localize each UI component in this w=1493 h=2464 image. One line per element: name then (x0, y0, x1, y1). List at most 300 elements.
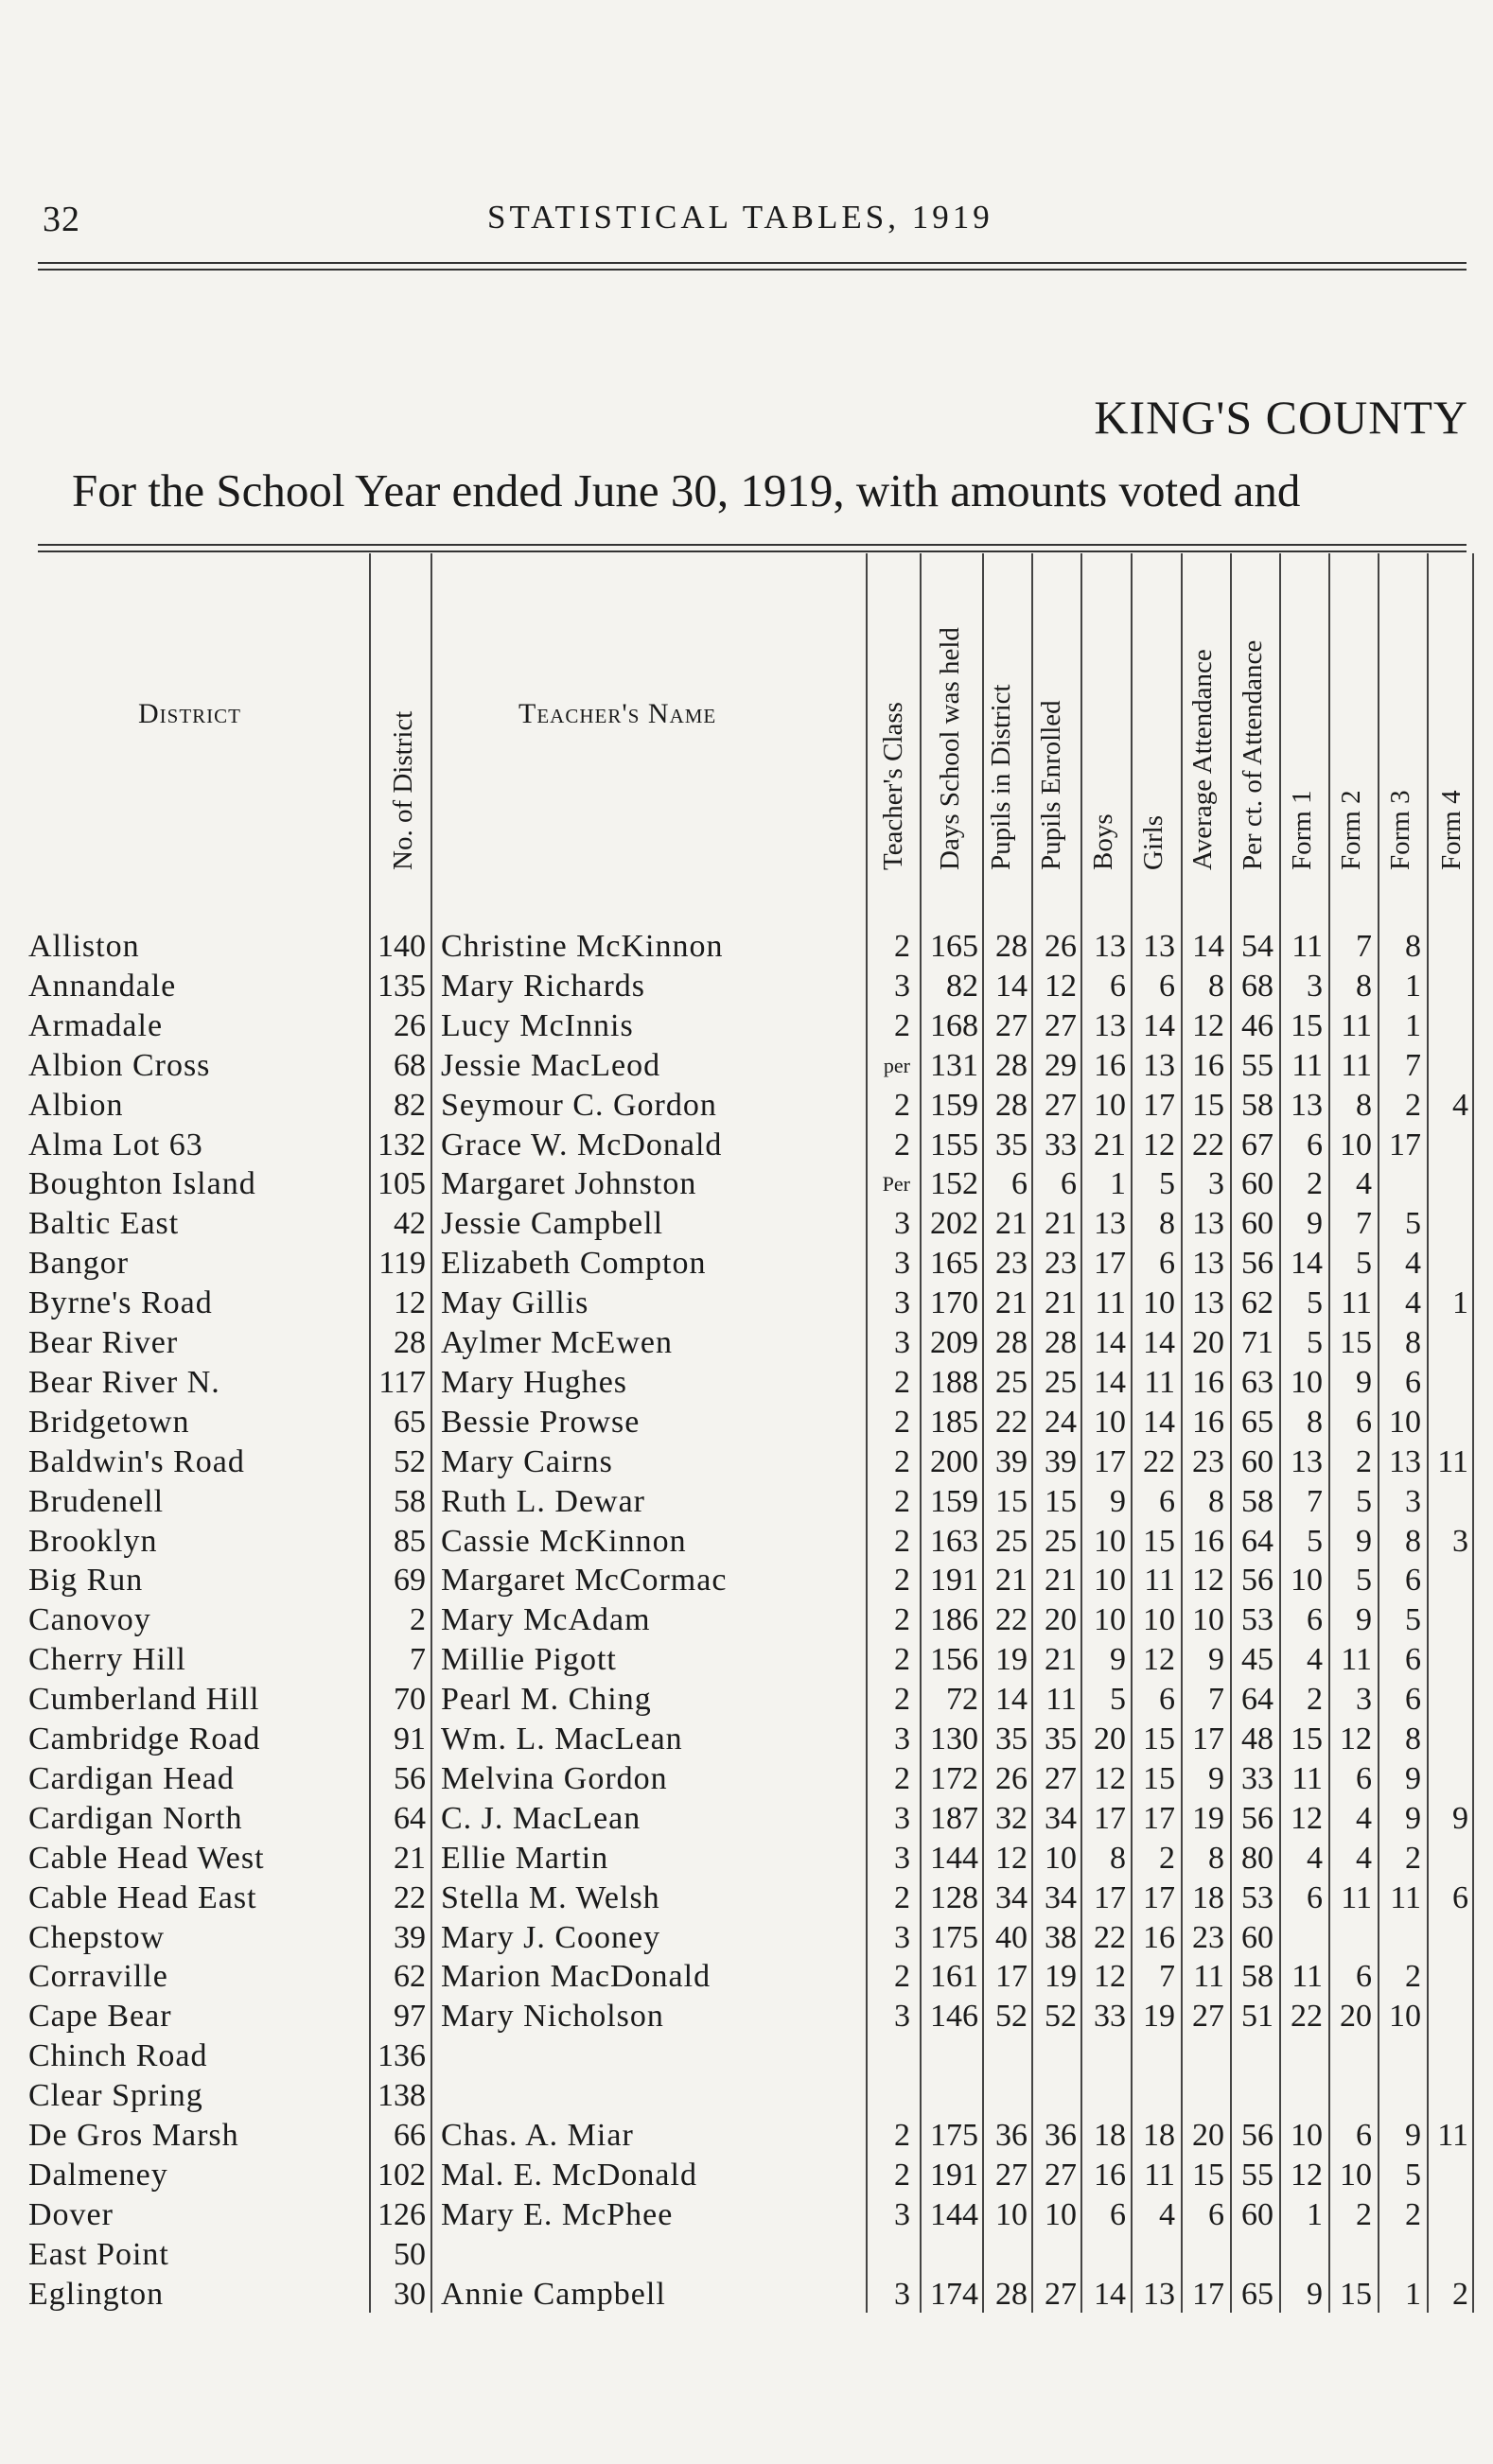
cell-teachers-class: 3 (894, 1840, 910, 1876)
cell-boys: 12 (1094, 1760, 1126, 1796)
cell-days-school-held: 131 (930, 1047, 978, 1083)
cell-pupils-in-district: 36 (995, 2118, 1028, 2153)
district-number: 68 (394, 1047, 426, 1083)
cell-average-attendance: 27 (1192, 1999, 1224, 2035)
teacher-name: Jessie MacLeod (441, 1047, 661, 1083)
cell-form-1: 22 (1291, 1999, 1323, 2035)
cell-average-attendance: 13 (1192, 1206, 1224, 1242)
cell-pupils-in-district: 19 (995, 1642, 1028, 1678)
cell-days-school-held: 175 (930, 2118, 978, 2153)
cell-teachers-class: 3 (894, 968, 910, 1004)
cell-form-1: 4 (1307, 1642, 1323, 1678)
table-subtitle: For the School Year ended June 30, 1919, with amounts voted and (72, 464, 1301, 516)
cell-average-attendance: 16 (1192, 1364, 1224, 1400)
cell-girls: 11 (1144, 2157, 1175, 2193)
table-row (0, 1323, 1493, 1363)
cell-form-1: 2 (1307, 1166, 1323, 1202)
cell-days-school-held: 172 (930, 1760, 978, 1796)
district-name: Cardigan Head (28, 1760, 235, 1796)
cell-pupils-enrolled: 25 (1045, 1364, 1077, 1400)
district-number: 119 (378, 1246, 426, 1282)
cell-boys: 17 (1094, 1879, 1126, 1915)
district-name: Corraville (28, 1959, 168, 1995)
cell-per-ct-attendance: 46 (1241, 1007, 1273, 1043)
district-number: 64 (394, 1800, 426, 1836)
district-name: Cape Bear (28, 1999, 172, 2035)
table-row (0, 2235, 1493, 2275)
cell-days-school-held: 191 (930, 2157, 978, 2193)
cell-days-school-held: 159 (930, 1483, 978, 1519)
cell-form-2: 6 (1356, 2118, 1372, 2153)
cell-girls: 16 (1143, 1919, 1175, 1955)
table-row (0, 2036, 1493, 2076)
cell-teachers-class: 2 (894, 1087, 910, 1123)
cell-average-attendance: 16 (1192, 1047, 1224, 1083)
district-number: 140 (378, 929, 426, 964)
cell-teachers-class: per (883, 1053, 910, 1077)
cell-form-3: 6 (1405, 1642, 1421, 1678)
cell-per-ct-attendance: 68 (1241, 968, 1273, 1004)
cell-form-4: 1 (1452, 1285, 1468, 1321)
cell-days-school-held: 185 (930, 1404, 978, 1440)
cell-pupils-in-district: 14 (995, 968, 1028, 1004)
cell-boys: 10 (1094, 1602, 1126, 1638)
cell-form-1: 10 (1291, 1364, 1323, 1400)
table-row (0, 1799, 1493, 1839)
cell-per-ct-attendance: 51 (1241, 1999, 1273, 2035)
cell-form-3: 2 (1405, 1840, 1421, 1876)
district-number: 42 (394, 1206, 426, 1242)
district-number: 62 (394, 1959, 426, 1995)
cell-girls: 17 (1143, 1879, 1175, 1915)
district-name: Clear Spring (28, 2078, 203, 2114)
cell-days-school-held: 209 (930, 1325, 978, 1360)
cell-form-4: 4 (1452, 1087, 1468, 1123)
cell-girls: 17 (1143, 1087, 1175, 1123)
cell-per-ct-attendance: 58 (1241, 1087, 1273, 1123)
cell-pupils-in-district: 28 (995, 1047, 1028, 1083)
cell-days-school-held: 165 (930, 1246, 978, 1282)
cell-average-attendance: 11 (1193, 1959, 1224, 1995)
cell-girls: 10 (1143, 1285, 1175, 1321)
cell-form-3: 10 (1389, 1999, 1421, 2035)
cell-girls: 14 (1143, 1404, 1175, 1440)
cell-girls: 8 (1159, 1206, 1175, 1242)
cell-form-3: 6 (1405, 1563, 1421, 1599)
cell-pupils-in-district: 28 (995, 1325, 1028, 1360)
cell-days-school-held: 175 (930, 1919, 978, 1955)
cell-teachers-class: 2 (894, 1682, 910, 1718)
cell-form-3: 11 (1390, 1879, 1421, 1915)
cell-days-school-held: 170 (930, 1285, 978, 1321)
cell-form-2: 5 (1356, 1563, 1372, 1599)
district-name: Albion (28, 1087, 124, 1123)
cell-teachers-class: 3 (894, 1325, 910, 1360)
table-row (0, 1879, 1493, 1918)
column-header-pupils-in-district: Pupils in District (986, 684, 1016, 870)
cell-per-ct-attendance: 55 (1241, 2157, 1273, 2193)
cell-per-ct-attendance: 71 (1241, 1325, 1273, 1360)
cell-boys: 14 (1094, 1364, 1126, 1400)
cell-teachers-class: 2 (894, 2157, 910, 2193)
teacher-name: Christine McKinnon (441, 929, 724, 964)
cell-girls: 13 (1143, 929, 1175, 964)
cell-form-3: 5 (1405, 1206, 1421, 1242)
cell-per-ct-attendance: 60 (1241, 1166, 1273, 1202)
cell-girls: 18 (1143, 2118, 1175, 2153)
cell-boys: 17 (1094, 1246, 1126, 1282)
cell-pupils-in-district: 22 (995, 1602, 1028, 1638)
cell-form-3: 2 (1405, 2196, 1421, 2232)
cell-days-school-held: 165 (930, 929, 978, 964)
cell-days-school-held: 187 (930, 1800, 978, 1836)
cell-average-attendance: 13 (1192, 1285, 1224, 1321)
district-name: Chepstow (28, 1919, 165, 1955)
table-row (0, 967, 1493, 1006)
cell-days-school-held: 144 (930, 2196, 978, 2232)
district-name: Bangor (28, 1246, 130, 1282)
cell-form-1: 6 (1307, 1127, 1323, 1162)
cell-boys: 13 (1094, 929, 1126, 964)
table-row (0, 2275, 1493, 2315)
cell-teachers-class: 2 (894, 1007, 910, 1043)
teacher-name: Mary McAdam (441, 1602, 651, 1638)
district-number: 91 (394, 1721, 426, 1756)
cell-boys: 8 (1110, 1840, 1126, 1876)
district-number: 85 (394, 1523, 426, 1559)
table-row (0, 1720, 1493, 1759)
cell-average-attendance: 17 (1192, 1721, 1224, 1756)
cell-form-1: 6 (1307, 1602, 1323, 1638)
cell-per-ct-attendance: 80 (1241, 1840, 1273, 1876)
cell-boys: 5 (1110, 1682, 1126, 1718)
district-number: 7 (410, 1642, 426, 1678)
cell-form-1: 9 (1307, 1206, 1323, 1242)
district-number: 52 (394, 1443, 426, 1479)
cell-average-attendance: 15 (1192, 2157, 1224, 2193)
district-number: 126 (378, 2196, 426, 2232)
cell-pupils-in-district: 39 (995, 1443, 1028, 1479)
cell-form-4: 11 (1437, 2118, 1468, 2153)
cell-form-3: 10 (1389, 1404, 1421, 1440)
cell-boys: 1 (1110, 1166, 1126, 1202)
cell-average-attendance: 3 (1208, 1166, 1224, 1202)
table-row (0, 1600, 1493, 1640)
table-row (0, 2156, 1493, 2195)
cell-form-3: 9 (1405, 1760, 1421, 1796)
cell-form-3: 1 (1405, 1007, 1421, 1043)
cell-form-3: 7 (1405, 1047, 1421, 1083)
column-header-form-2: Form 2 (1336, 790, 1366, 870)
district-name: Cambridge Road (28, 1721, 261, 1756)
cell-form-2: 7 (1356, 929, 1372, 964)
cell-form-1: 5 (1307, 1325, 1323, 1360)
cell-pupils-enrolled: 23 (1045, 1246, 1077, 1282)
cell-average-attendance: 13 (1192, 1246, 1224, 1282)
column-header-district: District (138, 698, 241, 729)
table-row (0, 1759, 1493, 1799)
cell-pupils-in-district: 28 (995, 929, 1028, 964)
cell-girls: 13 (1143, 2276, 1175, 2312)
cell-girls: 13 (1143, 1047, 1175, 1083)
cell-average-attendance: 18 (1192, 1879, 1224, 1915)
cell-average-attendance: 12 (1192, 1007, 1224, 1043)
column-header-average-attendance: Average Attendance (1187, 649, 1218, 870)
cell-form-1: 7 (1307, 1483, 1323, 1519)
cell-days-school-held: 188 (930, 1364, 978, 1400)
table-row (0, 2076, 1493, 2116)
cell-girls: 6 (1159, 1246, 1175, 1282)
cell-pupils-in-district: 23 (995, 1246, 1028, 1282)
teacher-name: Melvina Gordon (441, 1760, 668, 1796)
table-row (0, 1164, 1493, 1204)
cell-per-ct-attendance: 60 (1241, 1443, 1273, 1479)
cell-boys: 13 (1094, 1206, 1126, 1242)
district-number: 28 (394, 1325, 426, 1360)
district-name: Cable Head East (28, 1879, 257, 1915)
cell-pupils-enrolled: 35 (1045, 1721, 1077, 1756)
district-number: 30 (394, 2276, 426, 2312)
cell-per-ct-attendance: 56 (1241, 2118, 1273, 2153)
cell-pupils-in-district: 25 (995, 1364, 1028, 1400)
table-row (0, 1204, 1493, 1244)
cell-form-2: 2 (1356, 1443, 1372, 1479)
cell-pupils-enrolled: 36 (1045, 2118, 1077, 2153)
cell-pupils-in-district: 35 (995, 1721, 1028, 1756)
cell-average-attendance: 9 (1208, 1642, 1224, 1678)
cell-pupils-enrolled: 27 (1045, 1087, 1077, 1123)
cell-pupils-enrolled: 52 (1045, 1999, 1077, 2035)
cell-boys: 18 (1094, 2118, 1126, 2153)
teacher-name: Stella M. Welsh (441, 1879, 660, 1915)
table-row (0, 1046, 1493, 1086)
cell-pupils-in-district: 26 (995, 1760, 1028, 1796)
cell-days-school-held: 200 (930, 1443, 978, 1479)
table-row (0, 1284, 1493, 1323)
cell-per-ct-attendance: 55 (1241, 1047, 1273, 1083)
cell-form-1: 11 (1291, 929, 1323, 964)
cell-form-3: 6 (1405, 1364, 1421, 1400)
table-row (0, 1403, 1493, 1442)
district-name: Canovoy (28, 1602, 151, 1638)
cell-girls: 5 (1159, 1166, 1175, 1202)
district-number: 39 (394, 1919, 426, 1955)
cell-form-1: 6 (1307, 1879, 1323, 1915)
cell-teachers-class: 3 (894, 1206, 910, 1242)
district-name: Dalmeney (28, 2157, 168, 2193)
district-name: Chinch Road (28, 2038, 208, 2074)
cell-days-school-held: 159 (930, 1087, 978, 1123)
table-row (0, 1957, 1493, 1997)
cell-form-4: 11 (1437, 1443, 1468, 1479)
district-number: 50 (394, 2236, 426, 2272)
teacher-name: Aylmer McEwen (441, 1325, 673, 1360)
cell-form-2: 11 (1341, 1047, 1372, 1083)
cell-form-2: 3 (1356, 1682, 1372, 1718)
cell-form-3: 5 (1405, 1602, 1421, 1638)
cell-pupils-in-district: 27 (995, 2157, 1028, 2193)
cell-form-2: 7 (1356, 1206, 1372, 1242)
header-rule-bottom (38, 269, 1467, 271)
cell-form-3: 2 (1405, 1087, 1421, 1123)
teacher-name: Mary Nicholson (441, 1999, 664, 2035)
cell-form-1: 12 (1291, 2157, 1323, 2193)
cell-pupils-enrolled: 19 (1045, 1959, 1077, 1995)
cell-form-1: 8 (1307, 1404, 1323, 1440)
cell-form-2: 11 (1341, 1642, 1372, 1678)
cell-form-3: 6 (1405, 1682, 1421, 1718)
cell-per-ct-attendance: 64 (1241, 1523, 1273, 1559)
table-rule-bottom (38, 550, 1467, 552)
district-number: 132 (378, 1127, 426, 1162)
cell-teachers-class: 2 (894, 1127, 910, 1162)
cell-form-2: 15 (1340, 1325, 1372, 1360)
cell-teachers-class: 2 (894, 1760, 910, 1796)
teacher-name: Mary Hughes (441, 1364, 628, 1400)
district-number: 12 (394, 1285, 426, 1321)
cell-pupils-in-district: 32 (995, 1800, 1028, 1836)
cell-per-ct-attendance: 54 (1241, 929, 1273, 964)
cell-form-3: 4 (1405, 1246, 1421, 1282)
cell-form-1: 5 (1307, 1285, 1323, 1321)
cell-teachers-class: 3 (894, 1721, 910, 1756)
teacher-name: Mary Cairns (441, 1443, 613, 1479)
cell-boys: 10 (1094, 1523, 1126, 1559)
cell-form-3: 8 (1405, 1325, 1421, 1360)
district-name: East Point (28, 2236, 169, 2272)
cell-form-2: 9 (1356, 1602, 1372, 1638)
cell-form-1: 12 (1291, 1800, 1323, 1836)
cell-boys: 16 (1094, 2157, 1126, 2193)
cell-pupils-in-district: 25 (995, 1523, 1028, 1559)
cell-girls: 10 (1143, 1602, 1175, 1638)
cell-pupils-enrolled: 39 (1045, 1443, 1077, 1479)
cell-teachers-class: 2 (894, 2118, 910, 2153)
district-name: Brooklyn (28, 1523, 158, 1559)
cell-form-1: 11 (1291, 1760, 1323, 1796)
cell-form-2: 4 (1356, 1840, 1372, 1876)
cell-per-ct-attendance: 65 (1241, 2276, 1273, 2312)
cell-girls: 15 (1143, 1721, 1175, 1756)
district-name: Bear River (28, 1325, 179, 1360)
cell-pupils-in-district: 12 (995, 1840, 1028, 1876)
teacher-name: Seymour C. Gordon (441, 1087, 717, 1123)
cell-pupils-enrolled: 20 (1045, 1602, 1077, 1638)
cell-days-school-held: 174 (930, 2276, 978, 2312)
cell-pupils-enrolled: 27 (1045, 1760, 1077, 1796)
cell-pupils-enrolled: 28 (1045, 1325, 1077, 1360)
cell-form-4: 6 (1452, 1879, 1468, 1915)
cell-form-3: 2 (1405, 1959, 1421, 1995)
cell-girls: 17 (1143, 1800, 1175, 1836)
cell-teachers-class: 2 (894, 1443, 910, 1479)
cell-pupils-in-district: 17 (995, 1959, 1028, 1995)
cell-boys: 10 (1094, 1404, 1126, 1440)
cell-form-1: 2 (1307, 1682, 1323, 1718)
cell-girls: 6 (1159, 1682, 1175, 1718)
cell-boys: 6 (1110, 2196, 1126, 2232)
column-header-teacher-name: Teacher's Name (518, 698, 717, 729)
cell-days-school-held: 156 (930, 1642, 978, 1678)
cell-pupils-enrolled: 21 (1045, 1206, 1077, 1242)
cell-average-attendance: 7 (1208, 1682, 1224, 1718)
teacher-name: Annie Campbell (441, 2276, 666, 2312)
cell-pupils-enrolled: 10 (1045, 1840, 1077, 1876)
cell-days-school-held: 128 (930, 1879, 978, 1915)
table-row (0, 1006, 1493, 1046)
cell-form-2: 8 (1356, 1087, 1372, 1123)
cell-girls: 12 (1143, 1642, 1175, 1678)
cell-form-2: 6 (1356, 1959, 1372, 1995)
district-name: Annandale (28, 968, 177, 1004)
teacher-name: Mary Richards (441, 968, 646, 1004)
cell-form-3: 9 (1405, 1800, 1421, 1836)
cell-form-2: 15 (1340, 2276, 1372, 2312)
cell-form-3: 8 (1405, 1523, 1421, 1559)
cell-average-attendance: 12 (1192, 1563, 1224, 1599)
district-number: 65 (394, 1404, 426, 1440)
header-rule-top (38, 262, 1467, 264)
cell-per-ct-attendance: 58 (1241, 1959, 1273, 1995)
district-number: 138 (378, 2078, 426, 2114)
cell-pupils-in-district: 28 (995, 1087, 1028, 1123)
cell-form-1: 13 (1291, 1443, 1323, 1479)
cell-teachers-class: 3 (894, 2276, 910, 2312)
cell-teachers-class: 3 (894, 1285, 910, 1321)
cell-per-ct-attendance: 56 (1241, 1246, 1273, 1282)
cell-boys: 17 (1094, 1800, 1126, 1836)
district-name: Alma Lot 63 (28, 1127, 203, 1162)
cell-boys: 20 (1094, 1721, 1126, 1756)
cell-form-1: 15 (1291, 1721, 1323, 1756)
cell-pupils-enrolled: 27 (1045, 1007, 1077, 1043)
cell-teachers-class: 2 (894, 1879, 910, 1915)
cell-boys: 6 (1110, 968, 1126, 1004)
table-row (0, 1640, 1493, 1680)
cell-pupils-in-district: 14 (995, 1682, 1028, 1718)
cell-teachers-class: 3 (894, 1800, 910, 1836)
cell-days-school-held: 186 (930, 1602, 978, 1638)
cell-girls: 22 (1143, 1443, 1175, 1479)
teacher-name: Mary E. McPhee (441, 2196, 674, 2232)
cell-average-attendance: 23 (1192, 1443, 1224, 1479)
district-number: 136 (378, 2038, 426, 2074)
district-number: 66 (394, 2118, 426, 2153)
cell-form-2: 2 (1356, 2196, 1372, 2232)
district-name: Bear River N. (28, 1364, 220, 1400)
cell-form-3: 13 (1389, 1443, 1421, 1479)
cell-average-attendance: 10 (1192, 1602, 1224, 1638)
table-row (0, 1482, 1493, 1522)
cell-days-school-held: 168 (930, 1007, 978, 1043)
cell-girls: 11 (1144, 1364, 1175, 1400)
cell-per-ct-attendance: 53 (1241, 1879, 1273, 1915)
cell-pupils-in-district: 34 (995, 1879, 1028, 1915)
district-name: Cardigan North (28, 1800, 243, 1836)
teacher-name: Mal. E. McDonald (441, 2157, 697, 2193)
table-row (0, 1680, 1493, 1720)
district-number: 26 (394, 1007, 426, 1043)
table-row (0, 2195, 1493, 2235)
cell-teachers-class: 2 (894, 1563, 910, 1599)
cell-per-ct-attendance: 60 (1241, 1919, 1273, 1955)
district-number: 82 (394, 1087, 426, 1123)
district-number: 102 (378, 2157, 426, 2193)
cell-pupils-enrolled: 34 (1045, 1800, 1077, 1836)
district-number: 56 (394, 1760, 426, 1796)
district-number: 105 (378, 1166, 426, 1202)
cell-per-ct-attendance: 63 (1241, 1364, 1273, 1400)
